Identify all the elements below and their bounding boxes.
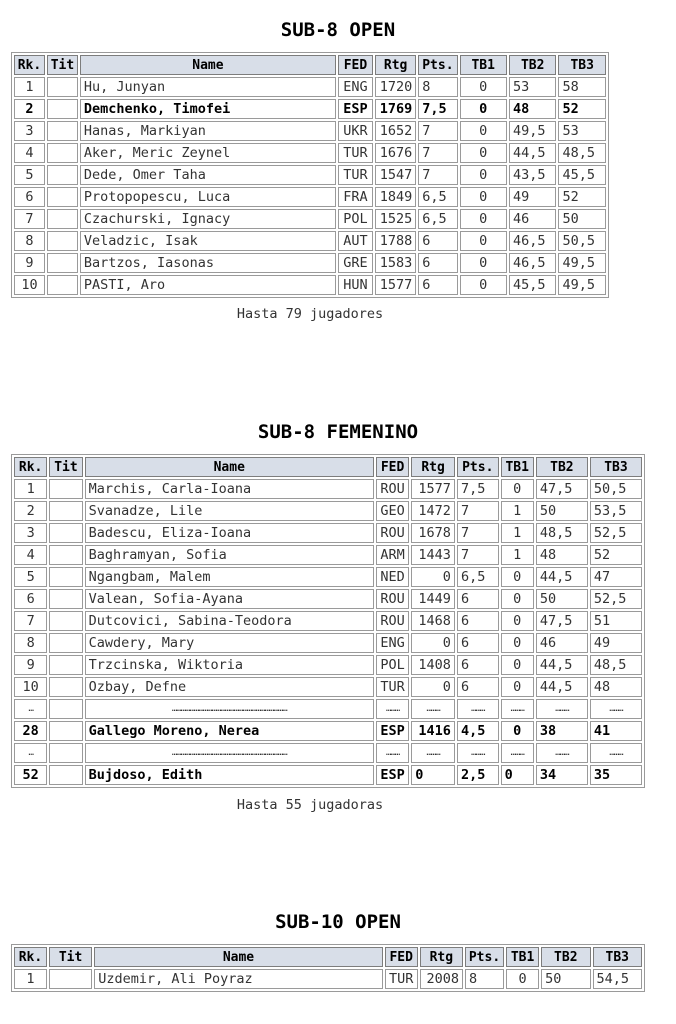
- standings-table-sub10-open: [11, 944, 645, 992]
- cell-rating: 1577: [375, 275, 416, 295]
- cell-points: 6,5: [457, 567, 499, 587]
- column-header-tb1: TB1: [460, 55, 507, 75]
- cell-federation: ESP: [376, 721, 409, 741]
- cell-rating: 1408: [411, 655, 455, 675]
- cell-name: ……………………………………………………………………: [85, 743, 374, 763]
- cell-tb1: 0: [501, 479, 534, 499]
- cell-title: [47, 77, 78, 97]
- cell-tb2: 44,5: [536, 567, 588, 587]
- cell-rank: 5: [14, 165, 45, 185]
- table-row: [14, 275, 606, 295]
- ellipsis-row: [14, 699, 642, 719]
- cell-rating: ………: [411, 699, 455, 719]
- column-header-federation: FED: [376, 457, 409, 477]
- cell-points: 7: [457, 501, 499, 521]
- cell-title: [49, 545, 82, 565]
- cell-rating: 1652: [375, 121, 416, 141]
- cell-rank: 6: [14, 187, 45, 207]
- cell-tb3: 50,5: [558, 231, 606, 251]
- cell-points: 7: [418, 143, 457, 163]
- column-header-tb2: TB2: [509, 55, 556, 75]
- cell-federation: ESP: [338, 99, 373, 119]
- cell-rank: 3: [14, 121, 45, 141]
- cell-rating: 0: [411, 677, 455, 697]
- header-row: [14, 55, 606, 75]
- cell-tb3: 52: [590, 545, 642, 565]
- cell-tb1: 0: [506, 969, 539, 989]
- cell-points: 6: [457, 655, 499, 675]
- cell-tb3: 54,5: [593, 969, 642, 989]
- cell-title: [49, 589, 82, 609]
- cell-name: Marchis, Carla-Ioana: [85, 479, 374, 499]
- cell-points: 6,5: [418, 209, 457, 229]
- cell-tb3: 47: [590, 567, 642, 587]
- cell-federation: POL: [338, 209, 373, 229]
- cell-tb3: 51: [590, 611, 642, 631]
- cell-tb1: 0: [460, 121, 507, 141]
- column-header-rating: Rtg: [375, 55, 416, 75]
- cell-tb1: 0: [501, 589, 534, 609]
- cell-tb2: 47,5: [536, 479, 588, 499]
- cell-rating: 0: [411, 765, 455, 785]
- cell-title: [49, 721, 82, 741]
- cell-rank: 4: [14, 545, 47, 565]
- cell-points: 6,5: [418, 187, 457, 207]
- cell-rank: 1: [14, 969, 47, 989]
- cell-tb1: 1: [501, 545, 534, 565]
- cell-title: [47, 209, 78, 229]
- cell-tb2: 46: [509, 209, 556, 229]
- cell-points: 6: [457, 633, 499, 653]
- cell-tb2: ………: [536, 699, 588, 719]
- cell-tb1: 1: [501, 523, 534, 543]
- cell-tb1: 0: [501, 721, 534, 741]
- column-header-rank: Rk.: [14, 457, 47, 477]
- cell-name: PASTI, Aro: [80, 275, 336, 295]
- table-row: [14, 143, 606, 163]
- cell-rank: 7: [14, 611, 47, 631]
- cell-federation: POL: [376, 655, 409, 675]
- cell-tb3: 48,5: [590, 655, 642, 675]
- cell-name: Czachurski, Ignacy: [80, 209, 336, 229]
- column-header-title: Tit: [49, 947, 92, 967]
- cell-tb3: 49,5: [558, 253, 606, 273]
- cell-tb1: 0: [460, 77, 507, 97]
- cell-title: [49, 743, 82, 763]
- cell-tb1: 0: [501, 655, 534, 675]
- cell-tb3: 49,5: [558, 275, 606, 295]
- column-header-tb2: TB2: [541, 947, 590, 967]
- column-header-tb3: TB3: [590, 457, 642, 477]
- standings-table-sub8-fem: [11, 454, 645, 788]
- cell-title: [47, 231, 78, 251]
- cell-tb2: 34: [536, 765, 588, 785]
- table-row: [14, 633, 642, 653]
- players-note: Hasta 55 jugadoras: [236, 797, 384, 813]
- cell-tb2: 49,5: [509, 121, 556, 141]
- table-row: [14, 165, 606, 185]
- cell-tb2: 44,5: [509, 143, 556, 163]
- cell-tb1: 0: [501, 633, 534, 653]
- column-header-tb1: TB1: [506, 947, 539, 967]
- cell-tb2: ………: [536, 743, 588, 763]
- cell-points: 6: [418, 275, 457, 295]
- cell-points: 7,5: [457, 479, 499, 499]
- column-header-rating: Rtg: [411, 457, 455, 477]
- cell-tb1: 0: [460, 275, 507, 295]
- cell-rank: 5: [14, 567, 47, 587]
- cell-federation: TUR: [338, 165, 373, 185]
- cell-tb3: 52: [558, 99, 606, 119]
- cell-name: Ozbay, Defne: [85, 677, 374, 697]
- cell-federation: UKR: [338, 121, 373, 141]
- cell-federation: ARM: [376, 545, 409, 565]
- cell-rank: 6: [14, 589, 47, 609]
- cell-tb3: 53: [558, 121, 606, 141]
- column-header-federation: FED: [338, 55, 373, 75]
- table-row: [14, 567, 642, 587]
- standings-table-sub8-open: [11, 52, 609, 298]
- cell-title: [49, 633, 82, 653]
- cell-points: 4,5: [457, 721, 499, 741]
- cell-name: Dede, Omer Taha: [80, 165, 336, 185]
- cell-tb3: 35: [590, 765, 642, 785]
- table-row: [14, 655, 642, 675]
- cell-tb3: ………: [590, 743, 642, 763]
- cell-title: [49, 479, 82, 499]
- section-title: SUB-8 FEMENINO: [257, 421, 419, 443]
- cell-tb3: 48: [590, 677, 642, 697]
- column-header-rank: Rk.: [14, 55, 45, 75]
- cell-rank: 1: [14, 77, 45, 97]
- cell-title: [47, 275, 78, 295]
- cell-federation: TUR: [385, 969, 418, 989]
- cell-rank: 1: [14, 479, 47, 499]
- cell-rank: 28: [14, 721, 47, 741]
- table-row: [14, 253, 606, 273]
- column-header-federation: FED: [385, 947, 418, 967]
- cell-points: 7: [418, 121, 457, 141]
- cell-rank: 10: [14, 677, 47, 697]
- table-row: [14, 523, 642, 543]
- cell-federation: NED: [376, 567, 409, 587]
- cell-rating: 1416: [411, 721, 455, 741]
- table-row: [14, 545, 642, 565]
- section-sub10-open: [0, 910, 676, 934]
- table-row: [14, 77, 606, 97]
- cell-tb1: 0: [460, 165, 507, 185]
- cell-rating: 1468: [411, 611, 455, 631]
- cell-title: [47, 121, 78, 141]
- cell-name: Valean, Sofia-Ayana: [85, 589, 374, 609]
- cell-name: Svanadze, Lile: [85, 501, 374, 521]
- cell-title: [49, 655, 82, 675]
- cell-name: Hu, Junyan: [80, 77, 336, 97]
- cell-name: Badescu, Eliza-Ioana: [85, 523, 374, 543]
- cell-tb3: 52,5: [590, 589, 642, 609]
- cell-federation: ROU: [376, 589, 409, 609]
- cell-rank: 3: [14, 523, 47, 543]
- column-header-title: Tit: [47, 55, 78, 75]
- cell-title: [49, 523, 82, 543]
- cell-federation: AUT: [338, 231, 373, 251]
- cell-rating: 1577: [411, 479, 455, 499]
- cell-tb2: 45,5: [509, 275, 556, 295]
- cell-title: [47, 143, 78, 163]
- cell-tb2: 49: [509, 187, 556, 207]
- cell-title: [49, 501, 82, 521]
- column-header-tb2: TB2: [536, 457, 588, 477]
- cell-rank: 2: [14, 99, 45, 119]
- cell-rating: 1583: [375, 253, 416, 273]
- column-header-name: Name: [80, 55, 336, 75]
- cell-federation: ENG: [376, 633, 409, 653]
- cell-name: Protopopescu, Luca: [80, 187, 336, 207]
- cell-rating: 1849: [375, 187, 416, 207]
- cell-points: 7: [457, 523, 499, 543]
- cell-title: [47, 187, 78, 207]
- cell-name: Bartzos, Iasonas: [80, 253, 336, 273]
- cell-tb2: 38: [536, 721, 588, 741]
- section-sub8-open: [0, 18, 676, 42]
- table-row: [14, 677, 642, 697]
- cell-tb1: 0: [460, 187, 507, 207]
- cell-title: [47, 99, 78, 119]
- section-sub8-fem: [0, 420, 676, 444]
- cell-rating: 1443: [411, 545, 455, 565]
- cell-rating: 1678: [411, 523, 455, 543]
- cell-points: 7: [418, 165, 457, 185]
- cell-points: 6: [457, 589, 499, 609]
- cell-rank: 8: [14, 231, 45, 251]
- cell-rating: 1769: [375, 99, 416, 119]
- cell-tb1: 0: [501, 765, 534, 785]
- cell-federation: ROU: [376, 523, 409, 543]
- cell-tb2: 48: [536, 545, 588, 565]
- table-row: [14, 187, 606, 207]
- cell-rank: 52: [14, 765, 47, 785]
- cell-name: Ngangbam, Malem: [85, 567, 374, 587]
- cell-tb3: 53,5: [590, 501, 642, 521]
- column-header-rank: Rk.: [14, 947, 47, 967]
- column-header-rating: Rtg: [420, 947, 463, 967]
- cell-tb1: 0: [460, 99, 507, 119]
- cell-rank: 4: [14, 143, 45, 163]
- cell-tb1: 0: [460, 231, 507, 251]
- cell-tb3: ………: [590, 699, 642, 719]
- cell-points: ………: [457, 699, 499, 719]
- cell-rank: 9: [14, 253, 45, 273]
- cell-tb2: 46,5: [509, 231, 556, 251]
- cell-tb2: 48: [509, 99, 556, 119]
- cell-tb2: 46,5: [509, 253, 556, 273]
- column-header-points: Pts.: [418, 55, 457, 75]
- cell-rating: 0: [411, 633, 455, 653]
- cell-tb3: 52,5: [590, 523, 642, 543]
- cell-rank: 2: [14, 501, 47, 521]
- table-row: [14, 121, 606, 141]
- cell-rank: 7: [14, 209, 45, 229]
- cell-rating: 0: [411, 567, 455, 587]
- cell-tb1: 0: [501, 567, 534, 587]
- section-title: SUB-8 OPEN: [280, 19, 396, 41]
- cell-tb3: 50,5: [590, 479, 642, 499]
- cell-tb3: 41: [590, 721, 642, 741]
- cell-name: Bujdoso, Edith: [85, 765, 374, 785]
- cell-points: 7,5: [418, 99, 457, 119]
- cell-tb2: 47,5: [536, 611, 588, 631]
- cell-title: [49, 969, 92, 989]
- cell-tb3: 49: [590, 633, 642, 653]
- cell-name: Cawdery, Mary: [85, 633, 374, 653]
- column-header-name: Name: [85, 457, 374, 477]
- cell-tb1: ………: [501, 743, 534, 763]
- cell-federation: ROU: [376, 611, 409, 631]
- cell-rating: ………: [411, 743, 455, 763]
- cell-tb3: 45,5: [558, 165, 606, 185]
- column-header-tb1: TB1: [501, 457, 534, 477]
- cell-federation: GEO: [376, 501, 409, 521]
- cell-federation: TUR: [338, 143, 373, 163]
- cell-name: ……………………………………………………………………: [85, 699, 374, 719]
- header-row: [14, 457, 642, 477]
- cell-tb1: ………: [501, 699, 534, 719]
- table-row: [14, 209, 606, 229]
- cell-tb2: 50: [536, 501, 588, 521]
- cell-rank: …: [14, 743, 47, 763]
- cell-rating: 1788: [375, 231, 416, 251]
- cell-rank: …: [14, 699, 47, 719]
- cell-rank: 9: [14, 655, 47, 675]
- table-row: [14, 765, 642, 785]
- table-row: [14, 589, 642, 609]
- cell-name: Dutcovici, Sabina-Teodora: [85, 611, 374, 631]
- cell-title: [49, 567, 82, 587]
- cell-federation: FRA: [338, 187, 373, 207]
- cell-federation: ………: [376, 699, 409, 719]
- cell-points: 8: [465, 969, 504, 989]
- cell-points: 6: [457, 677, 499, 697]
- cell-rating: 1676: [375, 143, 416, 163]
- section-title: SUB-10 OPEN: [275, 911, 401, 933]
- cell-tb1: 1: [501, 501, 534, 521]
- cell-rating: 1720: [375, 77, 416, 97]
- cell-rating: 1472: [411, 501, 455, 521]
- table-row: [14, 99, 606, 119]
- cell-rating: 1525: [375, 209, 416, 229]
- table-row: [14, 231, 606, 251]
- cell-tb3: 48,5: [558, 143, 606, 163]
- cell-rating: 2008: [420, 969, 463, 989]
- players-note: Hasta 79 jugadores: [236, 306, 384, 322]
- cell-tb3: 50: [558, 209, 606, 229]
- column-header-tb3: TB3: [593, 947, 642, 967]
- cell-points: 6: [457, 611, 499, 631]
- cell-tb2: 53: [509, 77, 556, 97]
- cell-tb2: 48,5: [536, 523, 588, 543]
- cell-title: [47, 165, 78, 185]
- column-header-points: Pts.: [465, 947, 504, 967]
- cell-points: ………: [457, 743, 499, 763]
- cell-federation: ENG: [338, 77, 373, 97]
- cell-title: [47, 253, 78, 273]
- cell-federation: GRE: [338, 253, 373, 273]
- cell-rating: 1449: [411, 589, 455, 609]
- cell-name: Demchenko, Timofei: [80, 99, 336, 119]
- cell-tb2: 44,5: [536, 655, 588, 675]
- cell-tb1: 0: [460, 143, 507, 163]
- cell-title: [49, 765, 82, 785]
- cell-tb2: 50: [536, 589, 588, 609]
- cell-name: Hanas, Markiyan: [80, 121, 336, 141]
- cell-points: 7: [457, 545, 499, 565]
- cell-rank: 8: [14, 633, 47, 653]
- cell-points: 8: [418, 77, 457, 97]
- table-row: [14, 969, 642, 989]
- table-row: [14, 611, 642, 631]
- cell-tb1: 0: [460, 209, 507, 229]
- cell-rank: 10: [14, 275, 45, 295]
- cell-tb3: 52: [558, 187, 606, 207]
- cell-points: 6: [418, 253, 457, 273]
- cell-name: Gallego Moreno, Nerea: [85, 721, 374, 741]
- cell-title: [49, 699, 82, 719]
- cell-federation: ROU: [376, 479, 409, 499]
- cell-name: Trzcinska, Wiktoria: [85, 655, 374, 675]
- cell-rating: 1547: [375, 165, 416, 185]
- cell-tb2: 43,5: [509, 165, 556, 185]
- cell-tb2: 50: [541, 969, 590, 989]
- cell-tb2: 44,5: [536, 677, 588, 697]
- cell-tb1: 0: [501, 677, 534, 697]
- ellipsis-row: [14, 743, 642, 763]
- column-header-name: Name: [94, 947, 382, 967]
- table-row: [14, 479, 642, 499]
- cell-title: [49, 611, 82, 631]
- cell-tb3: 58: [558, 77, 606, 97]
- cell-points: 6: [418, 231, 457, 251]
- cell-tb2: 46: [536, 633, 588, 653]
- table-row: [14, 721, 642, 741]
- cell-tb1: 0: [460, 253, 507, 273]
- cell-name: Aker, Meric Zeynel: [80, 143, 336, 163]
- cell-name: Baghramyan, Sofia: [85, 545, 374, 565]
- cell-federation: ESP: [376, 765, 409, 785]
- cell-name: Veladzic, Isak: [80, 231, 336, 251]
- cell-points: 2,5: [457, 765, 499, 785]
- column-header-points: Pts.: [457, 457, 499, 477]
- cell-name: Uzdemir, Ali Poyraz: [94, 969, 382, 989]
- column-header-tb3: TB3: [558, 55, 606, 75]
- header-row: [14, 947, 642, 967]
- cell-federation: TUR: [376, 677, 409, 697]
- cell-federation: HUN: [338, 275, 373, 295]
- table-row: [14, 501, 642, 521]
- cell-federation: ………: [376, 743, 409, 763]
- cell-tb1: 0: [501, 611, 534, 631]
- column-header-title: Tit: [49, 457, 82, 477]
- cell-title: [49, 677, 82, 697]
